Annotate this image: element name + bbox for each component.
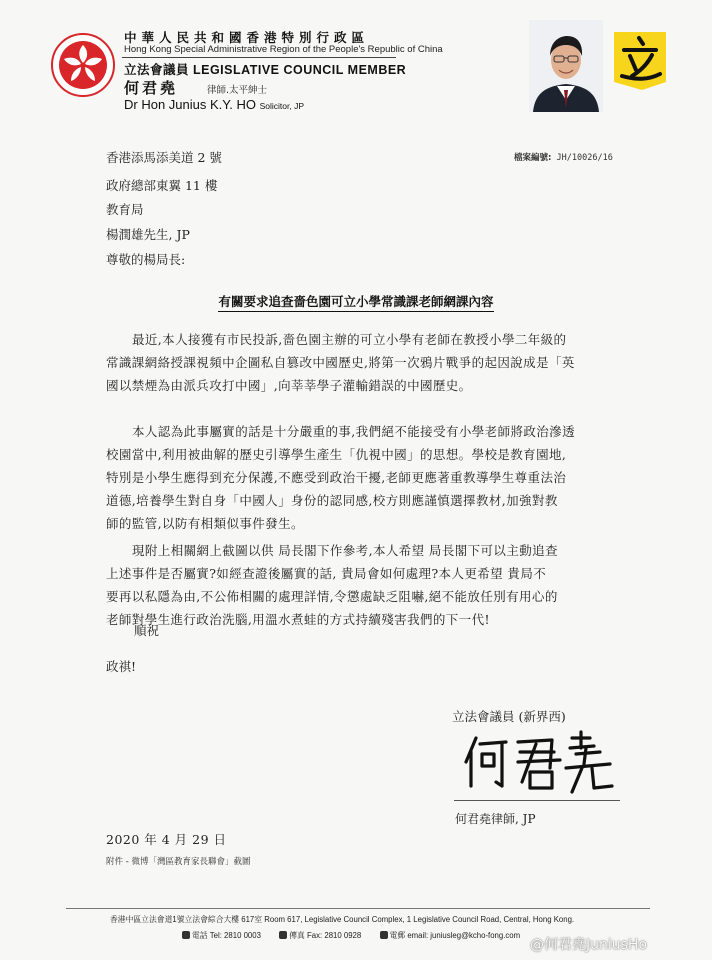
body-paragraph [106, 539, 611, 631]
file-reference-value: JH/10026/16 [556, 153, 613, 163]
member-name-en [124, 97, 304, 112]
letter-subject-text: 有關要求追查嗇色園可立小學常識課老師網課內容 [218, 294, 493, 312]
phone-icon [182, 931, 190, 939]
weibo-watermark: @何君堯JuniusHo [530, 937, 648, 953]
letter-date: 2020 年 4 月 29 日 [106, 832, 227, 847]
signatory-printed-name: 何君堯律師, JP [455, 812, 536, 826]
footer-fax: 傳真 Fax: 2810 0928 [289, 931, 362, 940]
address-line: 教育局 [106, 202, 144, 217]
paragraph-line: 要再以私隱為由,不公佈相關的處理詳情,令懲處缺乏阻嚇,絕不能放任別有用心的 [106, 589, 558, 604]
paragraph-line: 最近,本人接獲有市民投訴,嗇色園主辦的可立小學有老師在教授小學二年級的 [132, 332, 567, 347]
address-line: 楊潤雄先生, JP [106, 227, 190, 242]
footer-address: 香港中區立法會道1號立法會綜合大樓 617室 Room 617, Legislative Council Complex, 1 Legislative Council Road, Central, Hong Kong. [110, 915, 575, 924]
body-paragraph [106, 420, 611, 535]
footer-email: 電郵 email: juniusleg@kcho-fong.com [389, 931, 521, 940]
signatory-title: 立法會議員 (新界西) [452, 709, 566, 724]
paragraph-line: 特別是小學生應得到充分保護,不應受到政治干擾,老師更應著重教導學生尊重法治 [106, 470, 567, 485]
paragraph-line: 上述事件是否屬實?如經查證後屬實的話, 貴局會如何處理?本人更希望 貴局不 [106, 566, 547, 581]
hksar-emblem-icon [50, 32, 116, 98]
attachment-note: 附件 - 微博「灣區教育家長聯會」截圖 [106, 857, 251, 867]
member-name-en-text: Dr Hon Junius K.Y. HO [124, 97, 256, 112]
closing-greeting: 政祺! [106, 659, 137, 674]
salutation: 尊敬的楊局長: [106, 252, 186, 267]
government-name-en: Hong Kong Special Administrative Region of the People's Republic of China [124, 44, 443, 55]
paragraph-line: 國以禁煙為由派兵攻打中國」,向莘莘學子灌輸錯誤的中國歷史。 [106, 378, 472, 393]
paragraph-line: 本人認為此事屬實的話是十分嚴重的事,我們絕不能接受有小學老師將政治滲透 [132, 424, 575, 439]
address-line: 香港添馬添美道 2 號 [106, 150, 222, 165]
council-title: 立法會議員 LEGISLATIVE COUNCIL MEMBER [124, 63, 407, 77]
closing-phrase: 順祝 [134, 623, 160, 638]
letter-subject [0, 292, 712, 310]
email-icon [380, 931, 388, 939]
member-name-zh: 何君堯 [124, 79, 179, 97]
body-paragraph [106, 328, 611, 397]
footer-divider [66, 908, 650, 909]
government-name-zh: 中華人民共和國香港特別行政區 [124, 30, 370, 45]
letterhead-divider [122, 57, 396, 58]
paragraph-line: 校園當中,利用被曲解的歷史引導學生產生「仇視中國」的思想。學校是教育園地, [106, 447, 567, 462]
footer-tel: 電話 Tel: 2810 0003 [192, 931, 261, 940]
file-reference-label: 檔案編號: [514, 153, 552, 163]
paragraph-line: 常識課網絡授課視頻中企圖私自篡改中國歷史,將第一次鴉片戰爭的起因說成是「英 [106, 355, 575, 370]
member-name-en-suffix: Solicitor, JP [259, 101, 305, 111]
paragraph-line: 老師對學生進行政治洗腦,用溫水煮蛙的方式持續殘害我們的下一代! [106, 612, 490, 627]
member-name-zh-suffix: 律師.太平紳士 [207, 85, 268, 96]
signature-line [454, 800, 620, 801]
yellow-li-logo-icon [612, 30, 668, 92]
paragraph-line: 現附上相關網上截圖以供 局長閣下作參考,本人希望 局長閣下可以主動追查 [132, 543, 558, 558]
paragraph-line: 道德,培養學生對自身「中國人」身份的認同感,校方則應謹慎選擇教材,加強對教 [106, 493, 558, 508]
footer-contacts [182, 930, 520, 941]
address-line: 政府總部東翼 11 樓 [106, 178, 218, 193]
member-portrait [529, 20, 603, 112]
handwritten-signature [460, 728, 620, 798]
paragraph-line: 師的監管,以防有相類似事件發生。 [106, 516, 304, 531]
fax-icon [279, 931, 287, 939]
file-reference [514, 151, 613, 163]
